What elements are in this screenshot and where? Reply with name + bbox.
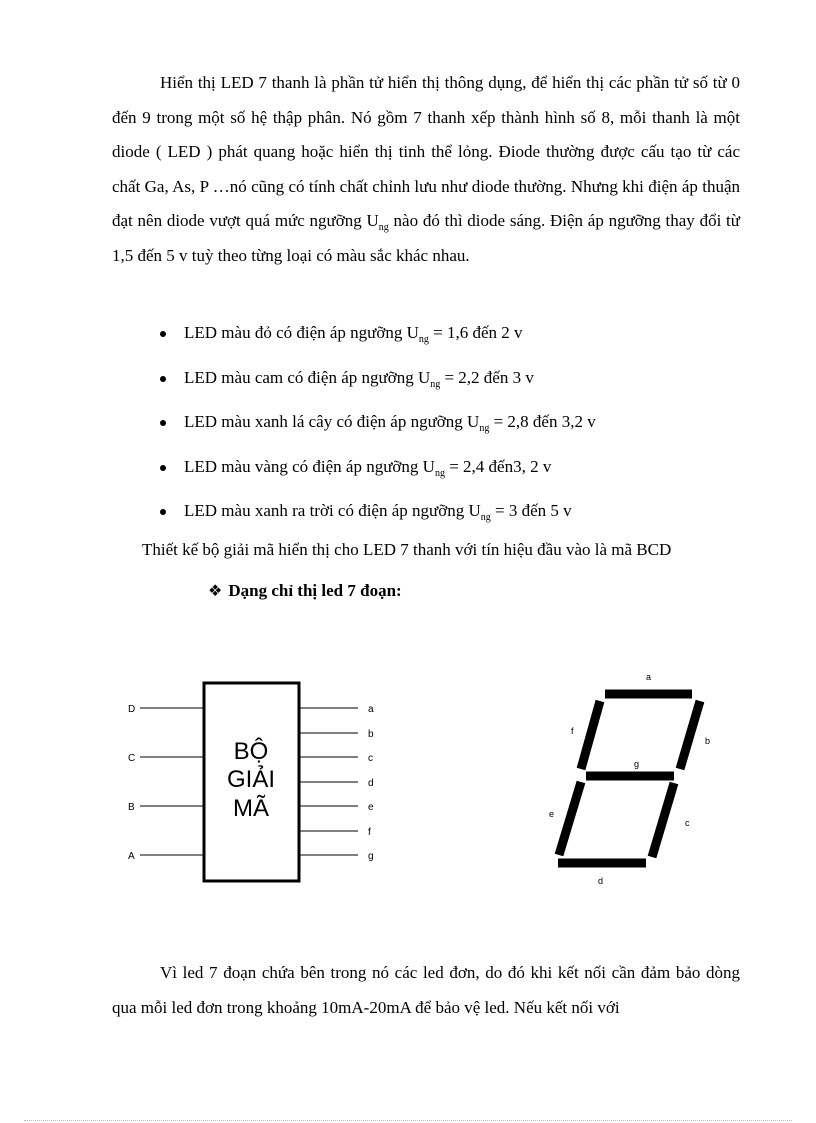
input-label-a: A — [128, 851, 135, 862]
intro-paragraph — [112, 66, 740, 273]
segment-label-e: e — [549, 809, 555, 819]
output-label-e: e — [368, 802, 374, 813]
decoder-label-line1: BỘ — [233, 738, 269, 765]
segment-b — [680, 701, 700, 769]
list-item-sub: ng — [434, 467, 445, 479]
output-label-c: c — [368, 753, 373, 764]
segment-label-f: f — [571, 726, 574, 736]
bullet-dot-icon — [160, 331, 166, 337]
intro-text-end: nào đó thì diode sáng. Điện áp ngưỡng thay đổi từ 1,5 đến 5 v tuỳ theo từng loại có màu sắc khác nhau. — [112, 211, 740, 265]
intro-subscript: ng — [378, 222, 389, 233]
list-item — [158, 450, 596, 495]
diamond-bullet-icon: ❖ — [208, 581, 223, 600]
segment-label-g: g — [634, 759, 640, 769]
bullet-dot-icon — [160, 509, 166, 515]
list-item-text: LED màu xanh ra trời có điện áp ngưỡng U — [184, 501, 481, 520]
section-heading-text: Dạng chỉ thị led 7 đoạn: — [228, 581, 402, 600]
decoder-diagram — [110, 675, 400, 895]
list-item — [158, 316, 596, 361]
closing-paragraph: Vì led 7 đoạn chứa bên trong nó các led đơn, do đó khi kết nối cần đảm bảo dòng qua mỗi led đơn trong khoảng 10mA-20mA để bảo vệ led. Nếu kết nối với — [112, 963, 740, 1017]
list-item-text: LED màu vàng có điện áp ngưỡng U — [184, 456, 435, 476]
bullet-dot-icon — [160, 376, 166, 382]
list-item — [158, 361, 596, 406]
decoder-label-line2: GIẢI — [226, 766, 276, 793]
bullet-dot-icon — [160, 465, 166, 471]
decoder-label-line3: MÃ — [233, 795, 269, 822]
output-label-g: g — [368, 851, 374, 862]
page-bottom-rule — [24, 1120, 792, 1121]
list-item-sub: ng — [480, 512, 491, 523]
list-item-text: LED màu đỏ có điện áp ngưỡng U — [184, 323, 419, 342]
list-item — [158, 405, 596, 450]
intro-text: Hiển thị LED 7 thanh là phần tử hiển thị thông dụng, để hiển thị các phần tử số từ 0 đến 9 trong một số hệ thập phân. Nó gồm 7 thanh xếp thành hình số 8, mỗi thanh là một diode ( LED ) phát quang hoặc hiển thị tinh thể lỏng. Điode thường được cấu tạo từ các chất Ga, As, P …nó cũng có tính chất chỉnh lưu như diode thường. Nhưng khi điện áp thuận đạt nên diode vượt quá mức ngưỡng U — [112, 73, 740, 230]
output-label-d: d — [368, 778, 374, 789]
output-label-b: b — [368, 729, 374, 740]
segment-label-a: a — [646, 672, 652, 682]
segment-label-c: c — [685, 818, 690, 828]
input-label-b: B — [128, 802, 135, 813]
list-item-value: = 2,4 đến3, 2 v — [444, 456, 552, 476]
list-item-text: LED màu cam có điện áp ngưỡng U — [184, 367, 431, 387]
list-item-value: = 3 đến 5 v — [490, 501, 572, 520]
seven-segment-diagram — [540, 665, 730, 895]
output-label-a: a — [368, 704, 374, 715]
output-label-f: f — [368, 827, 371, 838]
design-statement: Thiết kế bộ giải mã hiển thị cho LED 7 thanh với tín hiệu đầu vào là mã BCD — [142, 540, 672, 559]
list-item-sub: ng — [430, 378, 441, 390]
list-item — [158, 494, 596, 539]
input-label-d: D — [128, 704, 136, 715]
list-item-value: = 2,2 đến 3 v — [440, 367, 534, 387]
list-item-sub: ng — [479, 423, 490, 434]
input-label-c: C — [128, 753, 136, 764]
list-item-value: = 2,8 đến 3,2 v — [489, 412, 596, 431]
segment-c — [652, 783, 674, 857]
list-item-text: LED màu xanh lá cây có điện áp ngưỡng U — [184, 412, 480, 431]
threshold-voltage-list — [158, 316, 596, 539]
section-heading — [208, 581, 402, 601]
bullet-dot-icon — [160, 420, 166, 426]
segment-label-d: d — [598, 876, 604, 886]
segment-f — [581, 701, 600, 769]
segment-label-b: b — [705, 736, 711, 746]
list-item-value: = 1,6 đến 2 v — [428, 323, 523, 342]
segment-e — [559, 782, 581, 855]
list-item-sub: ng — [418, 334, 429, 345]
